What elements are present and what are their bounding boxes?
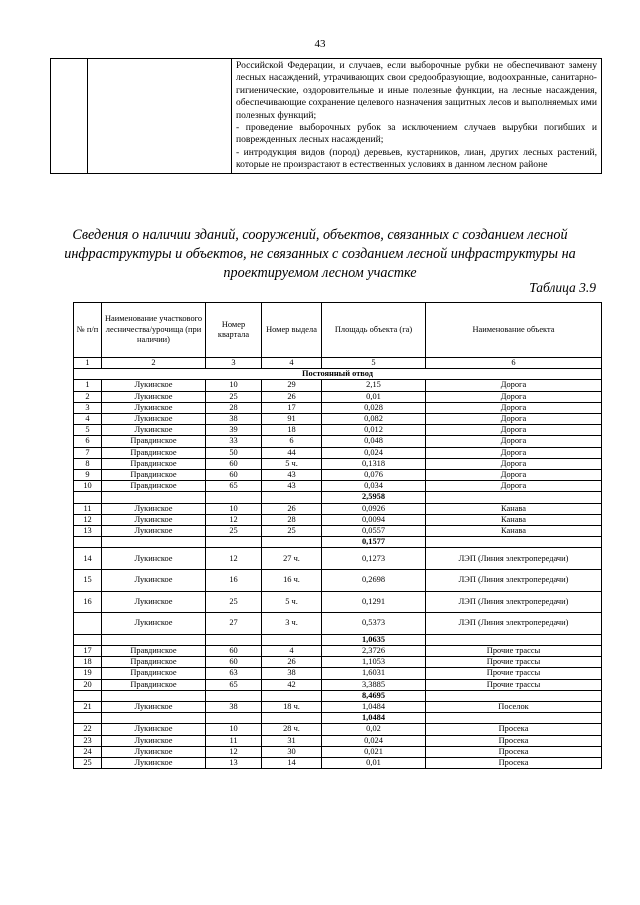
row-number: 22 (74, 724, 102, 735)
object-name: Просека (426, 735, 602, 746)
quarter-number: 10 (206, 380, 262, 391)
object-name: Просека (426, 758, 602, 769)
empty-cell (74, 690, 102, 701)
forestry-name: Правдинское (102, 436, 206, 447)
empty-cell (102, 690, 206, 701)
plot-number: 5 ч. (262, 591, 322, 613)
empty-cell (262, 492, 322, 503)
row-number: 2 (74, 391, 102, 402)
area-value: 0,5373 (322, 613, 426, 635)
row-number: 16 (74, 591, 102, 613)
row-number: 20 (74, 679, 102, 690)
table-row (74, 470, 602, 481)
row-number: 5 (74, 425, 102, 436)
object-name: ЛЭП (Линия электропередачи) (426, 548, 602, 570)
column-number-row (74, 358, 602, 369)
subtotal-row (74, 537, 602, 548)
area-value: 2,15 (322, 380, 426, 391)
row-number: 3 (74, 402, 102, 413)
row-number: 18 (74, 657, 102, 668)
area-value: 0,024 (322, 735, 426, 746)
quarter-number: 10 (206, 503, 262, 514)
area-value: 0,0926 (322, 503, 426, 514)
plot-number: 26 (262, 391, 322, 402)
quarter-number: 12 (206, 548, 262, 570)
plot-number: 43 (262, 470, 322, 481)
empty-cell (74, 713, 102, 724)
area-value: 0,076 (322, 470, 426, 481)
empty-cell (206, 537, 262, 548)
continued-paragraph: Российской Федерации, и случаев, если выборочные рубки не обеспечивают замену лесных насаждений, утрачивающих свои средообразующие, водоохранные, санитарно-гигиенические, оздоровительные и иные полезные функции, на лесные насаждения, обеспечивающие сохранение целевого назначения защитных лесов и выполняемых ими полезных функций; (236, 60, 597, 121)
forestry-name: Лукинское (102, 414, 206, 425)
area-value: 0,012 (322, 425, 426, 436)
forestry-name: Лукинское (102, 746, 206, 757)
empty-cell (206, 634, 262, 645)
table-row (74, 570, 602, 592)
table-row (74, 391, 602, 402)
plot-number: 4 (262, 646, 322, 657)
quarter-number: 60 (206, 657, 262, 668)
row-number: 15 (74, 570, 102, 592)
table-body (74, 369, 602, 769)
object-name: Дорога (426, 402, 602, 413)
object-name: Просека (426, 724, 602, 735)
row-number: 17 (74, 646, 102, 657)
area-value: 0,0557 (322, 526, 426, 537)
area-value: 0,2698 (322, 570, 426, 592)
area-value: 0,01 (322, 391, 426, 402)
subtotal-value: 2,5958 (322, 492, 426, 503)
object-name: Дорога (426, 391, 602, 402)
empty-cell (102, 634, 206, 645)
empty-cell (426, 492, 602, 503)
forestry-name: Лукинское (102, 735, 206, 746)
row-number: 19 (74, 668, 102, 679)
continued-cell-text (232, 59, 602, 174)
quarter-number: 25 (206, 526, 262, 537)
column-number: 3 (206, 358, 262, 369)
table-row (74, 746, 602, 757)
table-label: Таблица 3.9 (529, 280, 596, 295)
plot-number: 91 (262, 414, 322, 425)
forestry-name: Лукинское (102, 526, 206, 537)
quarter-number: 60 (206, 646, 262, 657)
forestry-name: Лукинское (102, 724, 206, 735)
plot-number: 18 ч. (262, 702, 322, 713)
section-title-row (74, 369, 602, 380)
table-row (74, 526, 602, 537)
object-name: ЛЭП (Линия электропередачи) (426, 613, 602, 635)
table-row (74, 458, 602, 469)
empty-cell (206, 713, 262, 724)
row-number: 6 (74, 436, 102, 447)
plot-number: 18 (262, 425, 322, 436)
subtotal-value: 1,0484 (322, 713, 426, 724)
table-row (74, 402, 602, 413)
section-heading: Сведения о наличии зданий, сооружений, объектов, связанных с созданием лесной инфраструктуры и объектов, не связанных с созданием лесной инфраструктуры на проектируемом лесном участке (64, 227, 576, 281)
area-value: 0,034 (322, 481, 426, 492)
plot-number: 28 ч. (262, 724, 322, 735)
row-number: 9 (74, 470, 102, 481)
column-header: Номер выдела (262, 303, 322, 358)
quarter-number: 50 (206, 447, 262, 458)
row-number: 21 (74, 702, 102, 713)
subtotal-value: 0,1577 (322, 537, 426, 548)
column-header: Наименование объекта (426, 303, 602, 358)
quarter-number: 12 (206, 746, 262, 757)
area-value: 0,024 (322, 447, 426, 458)
quarter-number: 28 (206, 402, 262, 413)
empty-cell (426, 690, 602, 701)
empty-cell (262, 713, 322, 724)
forestry-name: Лукинское (102, 570, 206, 592)
row-number: 11 (74, 503, 102, 514)
area-value: 0,082 (322, 414, 426, 425)
column-number: 2 (102, 358, 206, 369)
area-value: 2,3726 (322, 646, 426, 657)
table-row (74, 425, 602, 436)
row-number: 8 (74, 458, 102, 469)
quarter-number: 25 (206, 591, 262, 613)
forestry-name: Лукинское (102, 758, 206, 769)
section-title: Постоянный отвод (74, 369, 602, 380)
empty-cell (102, 537, 206, 548)
row-number: 12 (74, 514, 102, 525)
empty-cell (102, 713, 206, 724)
column-header: Номер квартала (206, 303, 262, 358)
empty-cell (74, 634, 102, 645)
table-row (74, 591, 602, 613)
object-name: Просека (426, 746, 602, 757)
forestry-name: Лукинское (102, 702, 206, 713)
subtotal-row (74, 492, 602, 503)
column-number: 1 (74, 358, 102, 369)
subtotal-value: 1,0635 (322, 634, 426, 645)
plot-number: 5 ч. (262, 458, 322, 469)
plot-number: 6 (262, 436, 322, 447)
continued-cell-number (51, 59, 88, 174)
plot-number: 3 ч. (262, 613, 322, 635)
table-row (74, 414, 602, 425)
row-number (74, 613, 102, 635)
row-number: 10 (74, 481, 102, 492)
object-name: Дорога (426, 380, 602, 391)
quarter-number: 63 (206, 668, 262, 679)
empty-cell (206, 690, 262, 701)
area-value: 3,3885 (322, 679, 426, 690)
forestry-name: Лукинское (102, 391, 206, 402)
object-name: Прочие трассы (426, 657, 602, 668)
empty-cell (262, 634, 322, 645)
area-value: 1,6031 (322, 668, 426, 679)
row-number: 13 (74, 526, 102, 537)
empty-cell (426, 713, 602, 724)
table-row (74, 481, 602, 492)
forestry-name: Лукинское (102, 425, 206, 436)
plot-number: 43 (262, 481, 322, 492)
area-value: 0,021 (322, 746, 426, 757)
empty-cell (262, 537, 322, 548)
empty-cell (426, 537, 602, 548)
quarter-number: 60 (206, 470, 262, 481)
subtotal-value: 8,4695 (322, 690, 426, 701)
column-number: 4 (262, 358, 322, 369)
object-name: Прочие трассы (426, 679, 602, 690)
quarter-number: 16 (206, 570, 262, 592)
plot-number: 14 (262, 758, 322, 769)
forestry-name: Правдинское (102, 458, 206, 469)
area-value: 1,0484 (322, 702, 426, 713)
table-row (74, 668, 602, 679)
page-number: 43 (314, 38, 326, 50)
object-name: Прочие трассы (426, 668, 602, 679)
empty-cell (74, 537, 102, 548)
row-number: 24 (74, 746, 102, 757)
plot-number: 29 (262, 380, 322, 391)
continued-table-row (51, 59, 602, 174)
forestry-name: Правдинское (102, 470, 206, 481)
object-name: Дорога (426, 436, 602, 447)
row-number: 4 (74, 414, 102, 425)
continued-cell-name (88, 59, 232, 174)
table-row (74, 702, 602, 713)
quarter-number: 65 (206, 679, 262, 690)
plot-number: 38 (262, 668, 322, 679)
object-name: Дорога (426, 481, 602, 492)
quarter-number: 33 (206, 436, 262, 447)
table-row (74, 724, 602, 735)
forestry-name: Лукинское (102, 380, 206, 391)
subtotal-row (74, 634, 602, 645)
table-row (74, 613, 602, 635)
row-number: 23 (74, 735, 102, 746)
row-number: 14 (74, 548, 102, 570)
object-name: Канава (426, 526, 602, 537)
area-value: 0,02 (322, 724, 426, 735)
object-name: ЛЭП (Линия электропередачи) (426, 570, 602, 592)
plot-number: 28 (262, 514, 322, 525)
area-value: 0,1318 (322, 458, 426, 469)
continued-paragraph: - проведение выборочных рубок за исключением случаев вырубки погибших и поврежденных лесных насаждений; (236, 122, 597, 146)
table-row (74, 646, 602, 657)
quarter-number: 11 (206, 735, 262, 746)
quarter-number: 10 (206, 724, 262, 735)
area-value: 0,048 (322, 436, 426, 447)
table-row (74, 436, 602, 447)
quarter-number: 13 (206, 758, 262, 769)
table-row (74, 657, 602, 668)
forestry-name: Правдинское (102, 679, 206, 690)
plot-number: 30 (262, 746, 322, 757)
object-name: Канава (426, 514, 602, 525)
area-value: 0,01 (322, 758, 426, 769)
table-header-row (74, 303, 602, 358)
empty-cell (206, 492, 262, 503)
object-name: Прочие трассы (426, 646, 602, 657)
forestry-name: Лукинское (102, 613, 206, 635)
area-value: 0,028 (322, 402, 426, 413)
quarter-number: 25 (206, 391, 262, 402)
quarter-number: 38 (206, 702, 262, 713)
forestry-name: Правдинское (102, 481, 206, 492)
table-row (74, 758, 602, 769)
table-row (74, 503, 602, 514)
column-number: 5 (322, 358, 426, 369)
column-number: 6 (426, 358, 602, 369)
forestry-name: Лукинское (102, 503, 206, 514)
column-header: Наименование участкового лесничества/урочища (при наличии) (102, 303, 206, 358)
subtotal-row (74, 690, 602, 701)
forestry-name: Правдинское (102, 657, 206, 668)
plot-number: 16 ч. (262, 570, 322, 592)
subtotal-row (74, 713, 602, 724)
empty-cell (102, 492, 206, 503)
area-value: 0,1273 (322, 548, 426, 570)
object-name: Дорога (426, 470, 602, 481)
row-number: 1 (74, 380, 102, 391)
plot-number: 44 (262, 447, 322, 458)
plot-number: 17 (262, 402, 322, 413)
object-name: Поселок (426, 702, 602, 713)
column-header: № п/п (74, 303, 102, 358)
forestry-name: Правдинское (102, 447, 206, 458)
table-row (74, 447, 602, 458)
infrastructure-table (73, 302, 602, 769)
area-value: 0,1291 (322, 591, 426, 613)
quarter-number: 60 (206, 458, 262, 469)
plot-number: 25 (262, 526, 322, 537)
forestry-name: Лукинское (102, 514, 206, 525)
object-name: Дорога (426, 447, 602, 458)
area-value: 1,1053 (322, 657, 426, 668)
empty-cell (426, 634, 602, 645)
area-value: 0,0094 (322, 514, 426, 525)
plot-number: 26 (262, 503, 322, 514)
row-number: 7 (74, 447, 102, 458)
row-number: 25 (74, 758, 102, 769)
forestry-name: Правдинское (102, 646, 206, 657)
plot-number: 26 (262, 657, 322, 668)
table-row (74, 679, 602, 690)
empty-cell (262, 690, 322, 701)
object-name: Канава (426, 503, 602, 514)
forestry-name: Правдинское (102, 668, 206, 679)
forestry-name: Лукинское (102, 591, 206, 613)
table-row (74, 380, 602, 391)
table-row (74, 735, 602, 746)
forestry-name: Лукинское (102, 402, 206, 413)
object-name: Дорога (426, 458, 602, 469)
column-header: Площадь объекта (га) (322, 303, 426, 358)
quarter-number: 12 (206, 514, 262, 525)
quarter-number: 39 (206, 425, 262, 436)
table-row (74, 514, 602, 525)
object-name: Дорога (426, 425, 602, 436)
continued-paragraph: - интродукция видов (пород) деревьев, кустарников, лиан, других лесных растений, которые не произрастают в естественных условиях в данном лесном районе (236, 146, 597, 171)
continued-table (50, 58, 602, 174)
quarter-number: 27 (206, 613, 262, 635)
object-name: Дорога (426, 414, 602, 425)
quarter-number: 65 (206, 481, 262, 492)
forestry-name: Лукинское (102, 548, 206, 570)
quarter-number: 38 (206, 414, 262, 425)
object-name: ЛЭП (Линия электропередачи) (426, 591, 602, 613)
plot-number: 31 (262, 735, 322, 746)
plot-number: 27 ч. (262, 548, 322, 570)
empty-cell (74, 492, 102, 503)
table-row (74, 548, 602, 570)
plot-number: 42 (262, 679, 322, 690)
